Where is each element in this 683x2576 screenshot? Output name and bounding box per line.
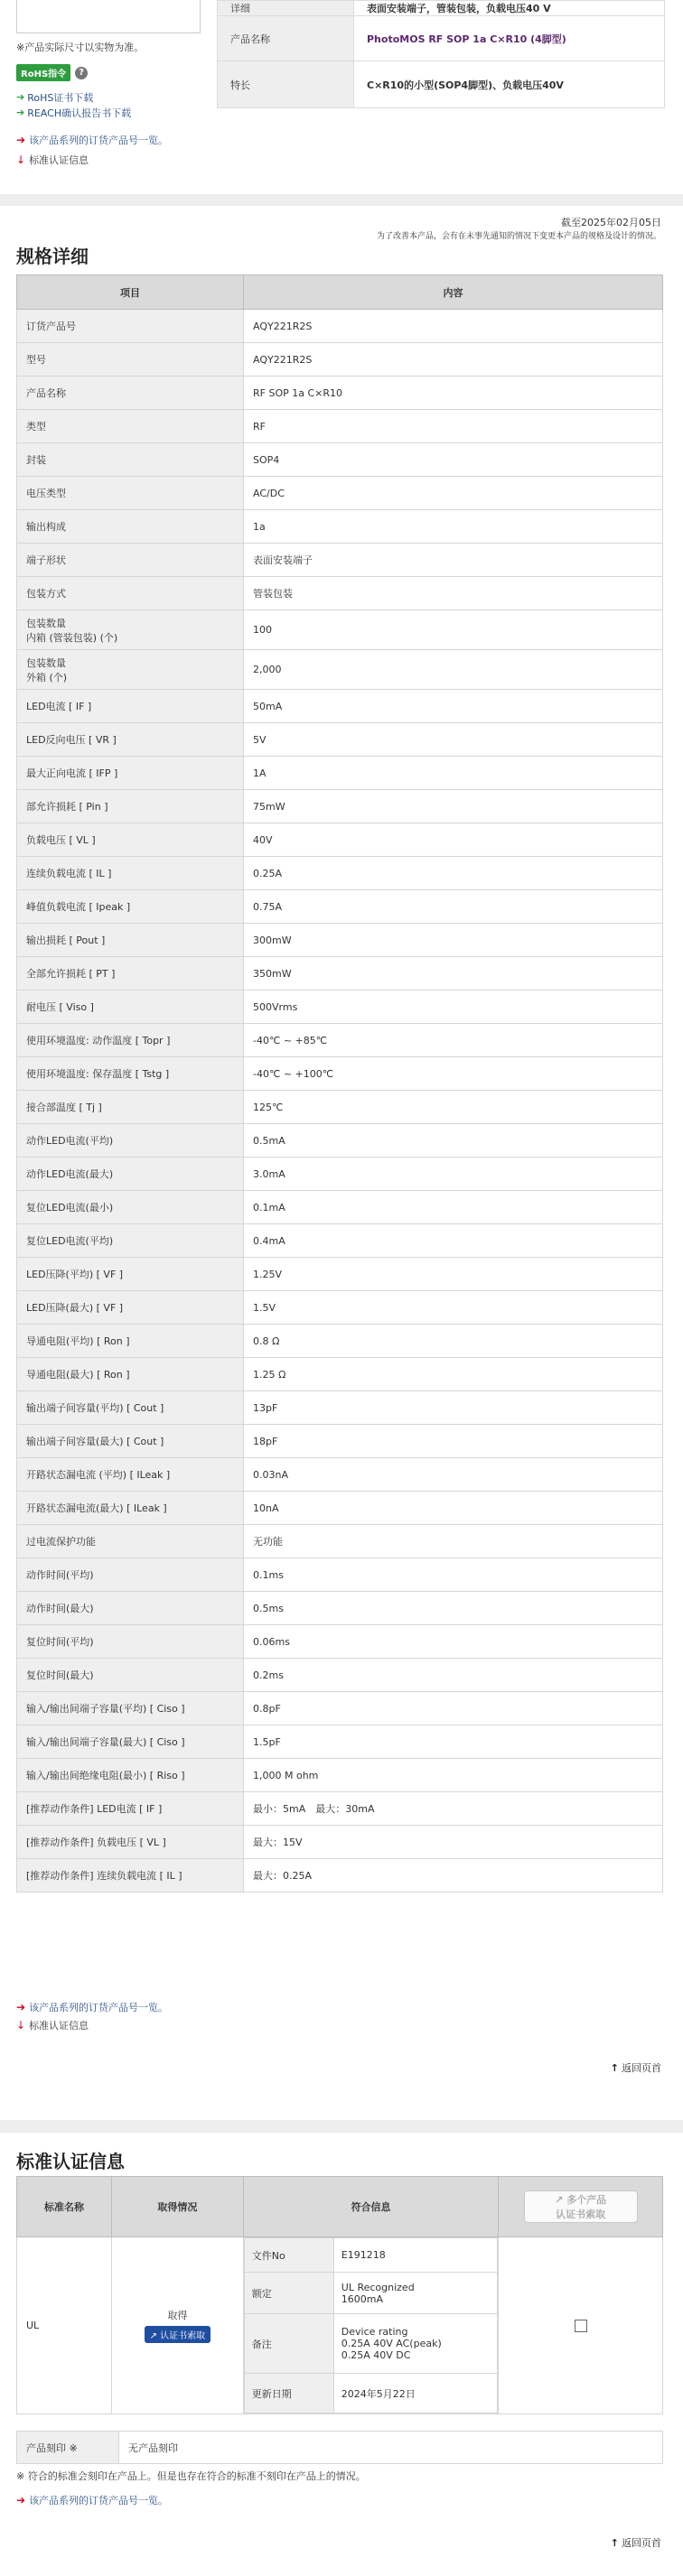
arrow-icon: ↗ [149,2331,161,2341]
col-std-name-header: 标准名称 [17,2177,112,2237]
rohs-row [16,64,88,81]
spec-row [17,410,663,443]
spec-item: 端子形状 [17,544,244,577]
spec-key: 产品名称 [218,16,354,61]
spec-row [17,1859,663,1892]
spec-value: 最小：5mA 最大：30mA [244,1792,663,1826]
spec-item: 动作时间(最大) [17,1592,244,1625]
spec-details-section [0,206,683,2120]
order-list-row [16,2492,168,2507]
arrow-right-icon: ➔ [16,133,26,146]
spec-row [17,1592,663,1625]
spec-item: 动作时间(平均) [17,1558,244,1592]
spec-row [17,957,663,990]
spec-row [17,1725,663,1759]
spec-item: 包装数量 外箱 (个) [17,650,244,690]
stamp-value: 无产品刻印 [119,2432,663,2464]
spec-row [17,1057,663,1091]
spec-value: 1,000 M ohm [244,1759,663,1792]
arrow-right-icon: ➔ [16,107,25,118]
standards-section [0,2133,683,2576]
spec-table [16,274,663,1892]
std-info-row [16,152,89,167]
product-stamp-table [16,2431,663,2464]
spec-value: 100 [244,610,663,650]
spec-row [17,510,663,544]
spec-value: 表面安装端子 [244,544,663,577]
spec-details-title: 规格详细 [16,246,89,267]
spec-value: 40V [244,823,663,857]
order-list-row [16,132,168,147]
spec-value: 13pF [244,1391,663,1425]
spec-key: 详细 [218,1,354,16]
col-item-header: 项目 [17,275,244,310]
spec-value: 1A [244,757,663,790]
spec-value: 管装包装 [244,577,663,610]
cert-links [16,89,131,120]
spec-value: 无功能 [244,1525,663,1558]
spec-row [17,1158,663,1191]
spec-item: [推荐动作条件] 负载电压 [ VL ] [17,1826,244,1859]
spec-value: 1.25 Ω [244,1358,663,1391]
spec-item: 动作LED电流(平均) [17,1124,244,1158]
arrow-down-icon: ↓ [16,153,26,166]
spec-row [17,1224,663,1258]
rohs-cert-download-link[interactable]: RoHS证书下载 [27,91,94,104]
spec-item: 输入/输出间端子容量(平均) [ Ciso ] [17,1692,244,1725]
spec-item: LED电流 [ IF ] [17,690,244,723]
back-to-top-label: 返回页首 [622,2537,661,2549]
spec-item: 耐电压 [ Viso ] [17,990,244,1024]
spec-item: 型号 [17,343,244,377]
spec-row [17,443,663,477]
spec-value: C×R10的小型(SOP4脚型)、负载电压40V [354,61,665,108]
spec-item: 输出构成 [17,510,244,544]
spec-row [17,310,663,343]
spec-item: LED压降(平均) [ VF ] [17,1258,244,1291]
spec-row [17,1091,663,1124]
info-value: Device rating 0.25A 40V AC(peak) 0.25A 40V DC [333,2314,498,2374]
spec-row [17,1191,663,1224]
spec-value: 0.8 Ω [244,1325,663,1358]
info-key: 文件No [244,2238,333,2273]
spec-item: 封装 [17,443,244,477]
spec-row [17,823,663,857]
spec-item: 输出端子间容量(最大) [ Cout ] [17,1425,244,1458]
spec-row [17,650,663,690]
multi-btn-line1: 多个产品 [566,2194,607,2206]
spec-row [17,1258,663,1291]
arrow-up-icon: ↑ [610,2537,619,2549]
arrow-icon: ↗ [555,2194,567,2206]
spec-item: 复位LED电流(最小) [17,1191,244,1224]
spec-value: 3.0mA [244,1158,663,1191]
spec-value: 125℃ [244,1091,663,1124]
spec-value: 1.25V [244,1258,663,1291]
spec-item: 最大正向电流 [ IFP ] [17,757,244,790]
info-key: 额定 [244,2273,333,2314]
spec-item: 包装方式 [17,577,244,610]
cert-request-button[interactable] [145,2326,211,2343]
spec-value: 350mW [244,957,663,990]
order-list-link[interactable]: 该产品系列的订货产品号一览。 [29,2001,169,2013]
spec-value: AQY221R2S [244,310,663,343]
spec-value: 0.8pF [244,1692,663,1725]
spec-value: RF SOP 1a C×R10 [244,377,663,410]
back-to-top-link[interactable] [611,2060,661,2075]
spec-row [17,1425,663,1458]
spec-row [17,1124,663,1158]
spec-item: 输入/输出间绝缘电阻(最小) [ Riso ] [17,1759,244,1792]
cert-request-label: 认证书索取 [160,2331,206,2341]
status-text: 取得 [167,2310,188,2321]
arrow-right-icon: ➔ [16,2000,26,2013]
arrow-right-icon: ➔ [16,2493,26,2506]
spec-key: 特长 [218,61,354,108]
spec-value: 0.1mA [244,1191,663,1224]
spec-row [17,690,663,723]
spec-item: 接合部温度 [ Tj ] [17,1091,244,1124]
order-list-row [16,1999,168,2014]
multi-product-cert-button[interactable] [524,2190,638,2223]
spec-row [17,1325,663,1358]
standards-table [16,2176,663,2414]
spec-value: 最大：15V [244,1826,663,1859]
spec-row [17,890,663,924]
col-conform-header: 符合信息 [243,2177,499,2237]
spec-value: RF [244,410,663,443]
spec-row [17,1792,663,1826]
back-to-top-label: 返回页首 [622,2062,661,2074]
conform-info-table [244,2237,499,2413]
spec-value: 18pF [244,1425,663,1458]
spec-value: 0.25A [244,857,663,890]
spec-value: AC/DC [244,477,663,510]
order-list-link[interactable]: 该产品系列的订货产品号一览。 [29,2494,169,2506]
spec-row [17,1826,663,1859]
spec-item: LED压降(最大) [ VF ] [17,1291,244,1325]
product-overview-section [0,0,683,194]
info-key: 备注 [244,2314,333,2374]
spec-row [17,757,663,790]
rohs-badge[interactable]: RoHS指令 [16,64,70,81]
spec-row [17,1525,663,1558]
spec-item: 输入/输出间端子容量(最大) [ Ciso ] [17,1725,244,1759]
spec-row [17,1558,663,1592]
arrow-right-icon: ➔ [16,91,25,103]
arrow-down-icon: ↓ [16,2018,26,2032]
spec-item: [推荐动作条件] 连续负载电流 [ IL ] [17,1859,244,1892]
arrow-up-icon: ↑ [610,2062,619,2074]
spec-item: 输出损耗 [ Pout ] [17,924,244,957]
spec-value: 5V [244,723,663,757]
spec-item: 订货产品号 [17,310,244,343]
spec-item: 动作LED电流(最大) [17,1158,244,1191]
spec-item: 连续负载电流 [ IL ] [17,857,244,890]
spec-row [17,1358,663,1391]
spec-disclaimer: 为了改善本产品，会有在未事先通知的情况下变更本产品的规格及设计的情况。 [376,232,661,241]
std-info-link[interactable]: 标准认证信息 [29,153,89,166]
spec-item: 导通电阻(平均) [ Ron ] [17,1325,244,1358]
as-of-date: 截至2025年02月05日 [561,217,661,228]
spec-item: 复位时间(最大) [17,1659,244,1692]
info-key: 更新日期 [244,2374,333,2413]
product-image [16,0,201,33]
spec-value: 0.03nA [244,1458,663,1492]
col-status-header: 取得情况 [111,2177,243,2237]
spec-row [17,377,663,410]
std-name-cell: UL [17,2237,112,2414]
spec-row [17,1492,663,1525]
select-checkbox[interactable] [575,2320,587,2332]
spec-value: 0.75A [244,890,663,924]
spec-value: 最大：0.25A [244,1859,663,1892]
spec-value: 0.5ms [244,1592,663,1625]
std-info-link[interactable]: 标准认证信息 [29,2019,89,2032]
spec-row [17,924,663,957]
spec-value: 0.5mA [244,1124,663,1158]
spec-item: 类型 [17,410,244,443]
order-list-link[interactable]: 该产品系列的订货产品号一览。 [29,134,169,146]
spec-item: 负载电压 [ VL ] [17,823,244,857]
spec-value: SOP4 [244,443,663,477]
spec-value: 1a [244,510,663,544]
spec-item: 包装数量 内箱 (管装包装) (个) [17,610,244,650]
spec-value: 0.2ms [244,1659,663,1692]
spec-row [17,1291,663,1325]
std-info-row [16,2017,89,2032]
spec-row [17,990,663,1024]
spec-value: 0.4mA [244,1224,663,1258]
spec-item: LED反向电压 [ VR ] [17,723,244,757]
status-cell [111,2237,243,2414]
spec-value: 300mW [244,924,663,957]
spec-item: 全部允许损耗 [ PT ] [17,957,244,990]
spec-item: 复位时间(平均) [17,1625,244,1659]
multi-btn-line2: 认证书索取 [556,2209,606,2220]
spec-item: 使用环境温度: 保存温度 [ Tstg ] [17,1057,244,1091]
spec-row [17,610,663,650]
spec-value: 500Vrms [244,990,663,1024]
spec-row [17,723,663,757]
spec-item: 输出端子间容量(平均) [ Cout ] [17,1391,244,1425]
select-cell [499,2237,663,2414]
stamp-note: ※ 符合的标准会刻印在产品上。但是也存在符合的标准不刻印在产品上的情况。 [16,2470,366,2482]
product-spec-summary [217,0,665,108]
spec-row [17,1625,663,1659]
spec-row [17,1458,663,1492]
spec-value: AQY221R2S [244,343,663,377]
spec-value: -40℃ ~ +100℃ [244,1057,663,1091]
spec-value: 1.5pF [244,1725,663,1759]
spec-row [17,544,663,577]
spec-row [17,477,663,510]
spec-row [17,790,663,823]
spec-row [17,1759,663,1792]
spec-value: PhotoMOS RF SOP 1a C×R10 (4脚型) [354,16,665,61]
spec-item: 导通电阻(最大) [ Ron ] [17,1358,244,1391]
spec-item: [推荐动作条件] LED电流 [ IF ] [17,1792,244,1826]
spec-row [17,1024,663,1057]
spec-row [17,577,663,610]
spec-row [17,1659,663,1692]
spec-item: 开路状态漏电流(最大) [ ILeak ] [17,1492,244,1525]
spec-row [17,1391,663,1425]
back-to-top-link[interactable] [611,2535,661,2550]
reach-report-download-link[interactable]: REACH确认报告书下载 [27,107,132,119]
col-content-header: 内容 [244,275,663,310]
spec-item: 开路状态漏电流 (平均) [ ILeak ] [17,1458,244,1492]
stamp-label: 产品刻印 ※ [17,2432,119,2464]
spec-value: 75mW [244,790,663,823]
spec-item: 电压类型 [17,477,244,510]
spec-item: 使用环境温度: 动作温度 [ Topr ] [17,1024,244,1057]
spec-row [17,1692,663,1725]
standards-title: 标准认证信息 [16,2151,125,2172]
spec-row [17,857,663,890]
spec-value: 2,000 [244,650,663,690]
spec-item: 部允许损耗 [ Pin ] [17,790,244,823]
spec-item: 过电流保护功能 [17,1525,244,1558]
image-note: ※产品实际尺寸以实物为准。 [16,42,145,53]
info-value: UL Recognized 1600mA [333,2273,498,2314]
spec-value: 1.5V [244,1291,663,1325]
conform-info-cell [243,2237,499,2414]
spec-value: -40℃ ~ +85℃ [244,1024,663,1057]
info-value: E191218 [333,2238,498,2273]
info-value: 2024年5月22日 [333,2374,498,2413]
spec-value: 表面安装端子，管装包装，负载电压40 V [354,1,665,16]
spec-value: 0.1ms [244,1558,663,1592]
spec-value: 50mA [244,690,663,723]
spec-item: 产品名称 [17,377,244,410]
spec-value: 0.06ms [244,1625,663,1659]
spec-value: 10nA [244,1492,663,1525]
spec-item: 复位LED电流(平均) [17,1224,244,1258]
help-icon[interactable]: ? [75,67,88,79]
spec-row [17,343,663,377]
spec-item: 峰值负载电流 [ Ipeak ] [17,890,244,924]
